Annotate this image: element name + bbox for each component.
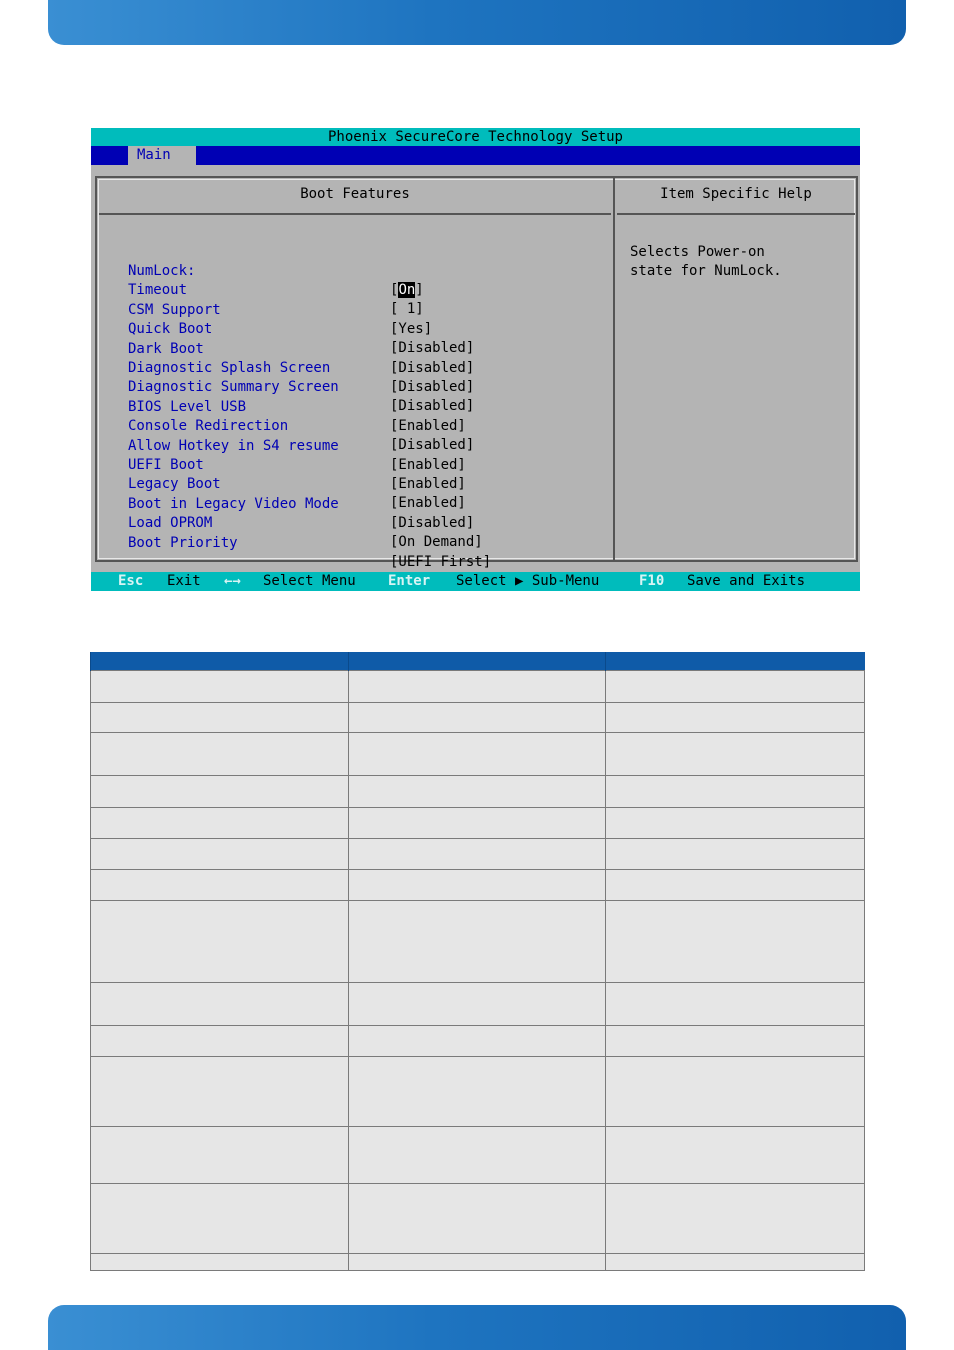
table-cell [606, 808, 865, 839]
table-cell [349, 983, 606, 1026]
table-cell [349, 808, 606, 839]
table-cell [606, 703, 865, 733]
table-cell [349, 776, 606, 808]
table-cell [91, 776, 349, 808]
footer-band [48, 1305, 906, 1350]
table-header-cell [349, 652, 606, 671]
left-panel-rule [99, 213, 611, 215]
table-cell [91, 901, 349, 983]
setting-label: CSM Support [128, 301, 221, 318]
table-header-cell [606, 652, 865, 671]
table-cell [91, 1127, 349, 1184]
setting-label: UEFI Boot [128, 457, 204, 473]
table-cell [349, 1127, 606, 1184]
table-cell [91, 983, 349, 1026]
table-row [91, 983, 865, 1026]
right-panel-rule [617, 213, 855, 215]
esc-key: Esc [118, 573, 144, 589]
setting-label: Quick Boot [128, 321, 213, 338]
table-cell [91, 808, 349, 839]
f10-key: F10 [639, 573, 665, 589]
arrows-label: Select Menu [263, 573, 356, 589]
enter-key: Enter [388, 573, 431, 589]
table-cell [606, 1026, 865, 1057]
esc-label: Exit [167, 573, 201, 589]
table-row [91, 1026, 865, 1057]
table-cell [606, 1057, 865, 1127]
table-cell [606, 733, 865, 776]
setting-value[interactable]: [Disabled] [390, 398, 475, 415]
table-cell [349, 671, 606, 703]
setting-label: Boot Priority [128, 534, 238, 551]
setting-value[interactable]: [Disabled] [390, 340, 475, 357]
setting-value[interactable]: [Enabled] [390, 495, 466, 512]
setting-label: Timeout [128, 282, 188, 299]
panel-divider [613, 176, 615, 562]
selected-value[interactable]: On [398, 282, 416, 298]
table-row [91, 1057, 865, 1127]
bracket-close: ] [415, 282, 424, 298]
table-row [91, 870, 865, 901]
table-cell [91, 733, 349, 776]
setting-value[interactable]: [On Demand] [390, 534, 483, 551]
table-row [91, 703, 865, 733]
setting-value[interactable]: [Enabled] [390, 456, 466, 473]
table-cell [91, 839, 349, 870]
setting-label: Dark Boot [128, 340, 204, 357]
table-cell [91, 703, 349, 733]
setting-value[interactable]: [Disabled] [390, 514, 475, 531]
setting-value[interactable]: [Disabled] [390, 359, 475, 376]
tab-main[interactable]: Main [128, 146, 196, 165]
setting-value[interactable]: [Enabled] [390, 417, 466, 434]
setting-label: Console Redirection [128, 418, 289, 435]
table-cell [91, 870, 349, 901]
enter-label: Select ▶ Sub-Menu [456, 573, 600, 589]
table-header-row [91, 652, 865, 671]
table-cell [606, 901, 865, 983]
table-cell [606, 870, 865, 901]
table-cell [349, 870, 606, 901]
setting-value[interactable]: [UEFI First] [390, 553, 492, 570]
table-cell [91, 1184, 349, 1254]
table-cell [606, 1184, 865, 1254]
table-row [91, 839, 865, 870]
arrows-key: ←→ [224, 573, 241, 589]
table-cell [606, 671, 865, 703]
bios-screenshot [91, 128, 860, 591]
table-cell [91, 1254, 349, 1271]
setting-value[interactable]: [Disabled] [390, 437, 475, 454]
setting-value[interactable]: [Disabled] [390, 379, 475, 395]
table-row [91, 671, 865, 703]
table-cell [349, 839, 606, 870]
table-cell [91, 671, 349, 703]
table-cell [349, 1026, 606, 1057]
bios-title: Phoenix SecureCore Technology Setup [91, 128, 860, 146]
table-row [91, 1254, 865, 1271]
setting-label: BIOS Level USB [128, 398, 247, 415]
setting-label: Legacy Boot [128, 476, 221, 493]
setting-label: Allow Hotkey in S4 resume [128, 437, 339, 454]
table-cell [606, 776, 865, 808]
table-row [91, 1184, 865, 1254]
table-cell [606, 1254, 865, 1271]
table-row [91, 733, 865, 776]
item-help-text: Selects Power-on state for NumLock. [630, 244, 782, 279]
header-band [48, 0, 906, 45]
setting-value[interactable]: [Yes] [390, 320, 433, 337]
table-cell [606, 1127, 865, 1184]
left-panel-title: Boot Features [300, 186, 410, 202]
setting-label: NumLock: [128, 263, 196, 279]
table-cell [349, 733, 606, 776]
table-cell [606, 839, 865, 870]
settings-table [90, 652, 865, 1271]
bios-footer [91, 572, 860, 591]
table-row [91, 901, 865, 983]
setting-value[interactable]: [ 1] [390, 301, 424, 318]
table-cell [349, 1184, 606, 1254]
table-row [91, 808, 865, 839]
setting-label: Load OPROM [128, 515, 213, 532]
setting-value[interactable]: [Enabled] [390, 476, 466, 492]
table-cell [349, 1254, 606, 1271]
right-panel-title: Item Specific Help [660, 186, 812, 202]
table-cell [349, 901, 606, 983]
setting-value[interactable] [390, 281, 424, 300]
bios-menubar [91, 146, 860, 165]
table-cell [349, 1057, 606, 1127]
table-row [91, 1127, 865, 1184]
table-row [91, 776, 865, 808]
table-cell [606, 983, 865, 1026]
bracket-open: [ [390, 282, 399, 298]
f10-label: Save and Exits [687, 573, 806, 589]
setting-label: Diagnostic Summary Screen [128, 379, 339, 396]
table-header-cell [91, 652, 349, 671]
setting-label: Diagnostic Splash Screen [128, 360, 331, 376]
table-cell [91, 1057, 349, 1127]
table-cell [349, 703, 606, 733]
setting-label: Boot in Legacy Video Mode [128, 495, 339, 512]
table-cell [91, 1026, 349, 1057]
